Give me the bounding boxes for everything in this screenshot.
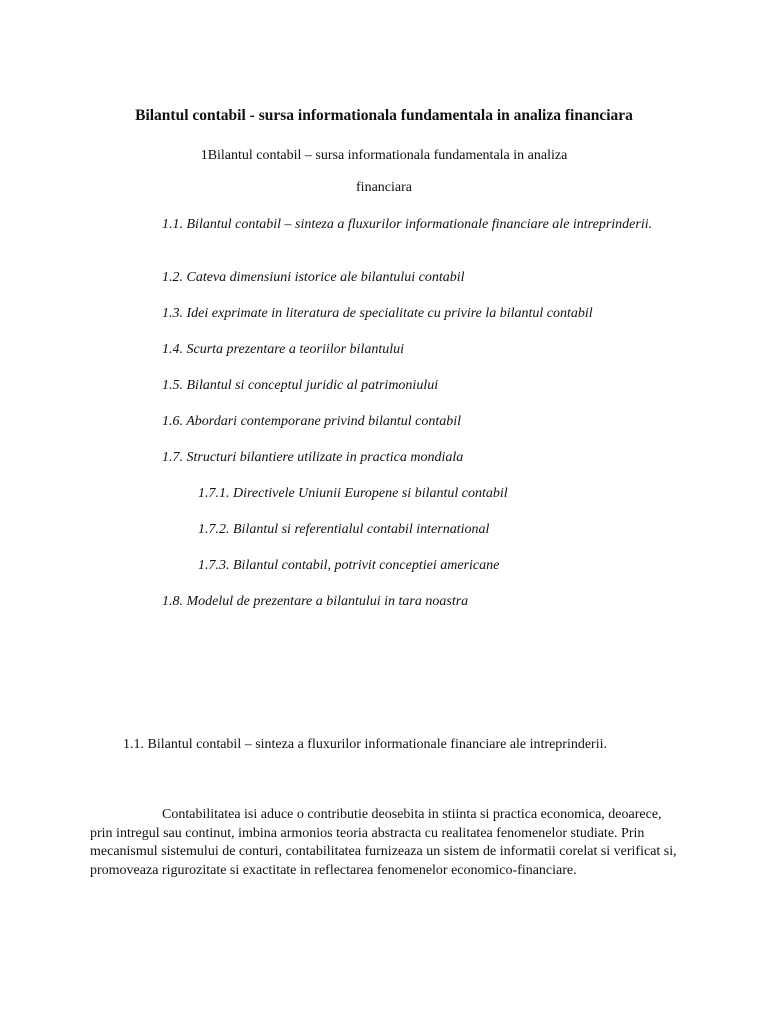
toc-item-1-6: 1.6. Abordari contemporane privind bilantul contabil [162, 414, 462, 429]
toc-item-1-2: 1.2. Cateva dimensiuni istorice ale bilantului contabil [162, 270, 465, 285]
body-paragraph: Contabilitatea isi aduce o contributie deosebita in stiinta si practica economica, deoarece, prin intregul sau continut, imbina armonios teoria abstracta cu realitatea fenomenelor studiate. Prin mecanismul sistemului de conturi, contabilitatea furnizeaza un sistem de informatii corelat si verificat si, promoveaza rigurozitate si exactitate in reflectarea fenomenelor economico-financiare. [90, 807, 677, 878]
toc-item-1-7-3: 1.7.3. Bilantul contabil, potrivit conceptiei americane [198, 558, 500, 573]
toc-item-1-7-1: 1.7.1. Directivele Uniunii Europene si bilantul contabil [198, 486, 508, 501]
toc-item-1-1: 1.1. Bilantul contabil – sinteza a fluxurilor informationale financiare ale intreprinderii. [162, 217, 653, 232]
toc-item-1-7: 1.7. Structuri bilantiere utilizate in practica mondiala [162, 450, 464, 465]
toc-item-1-4: 1.4. Scurta prezentare a teoriilor bilantului [162, 342, 405, 357]
subtitle-line-2: financiara [356, 180, 412, 195]
section-heading: 1.1. Bilantul contabil – sinteza a fluxurilor informationale financiare ale intreprinderii. [123, 737, 607, 752]
toc-item-1-8: 1.8. Modelul de prezentare a bilantului in tara noastra [162, 594, 469, 609]
document-title: Bilantul contabil - sursa informationala fundamentala in analiza financiara [135, 107, 633, 124]
toc-item-1-5: 1.5. Bilantul si conceptul juridic al patrimoniului [162, 378, 439, 393]
toc-item-1-3: 1.3. Idei exprimate in literatura de specialitate cu privire la bilantul contabil [162, 306, 593, 321]
toc-item-1-7-2: 1.7.2. Bilantul si referentialul contabil international [198, 522, 490, 537]
subtitle-line-1: 1Bilantul contabil – sursa informationala fundamentala in analiza [200, 148, 568, 163]
